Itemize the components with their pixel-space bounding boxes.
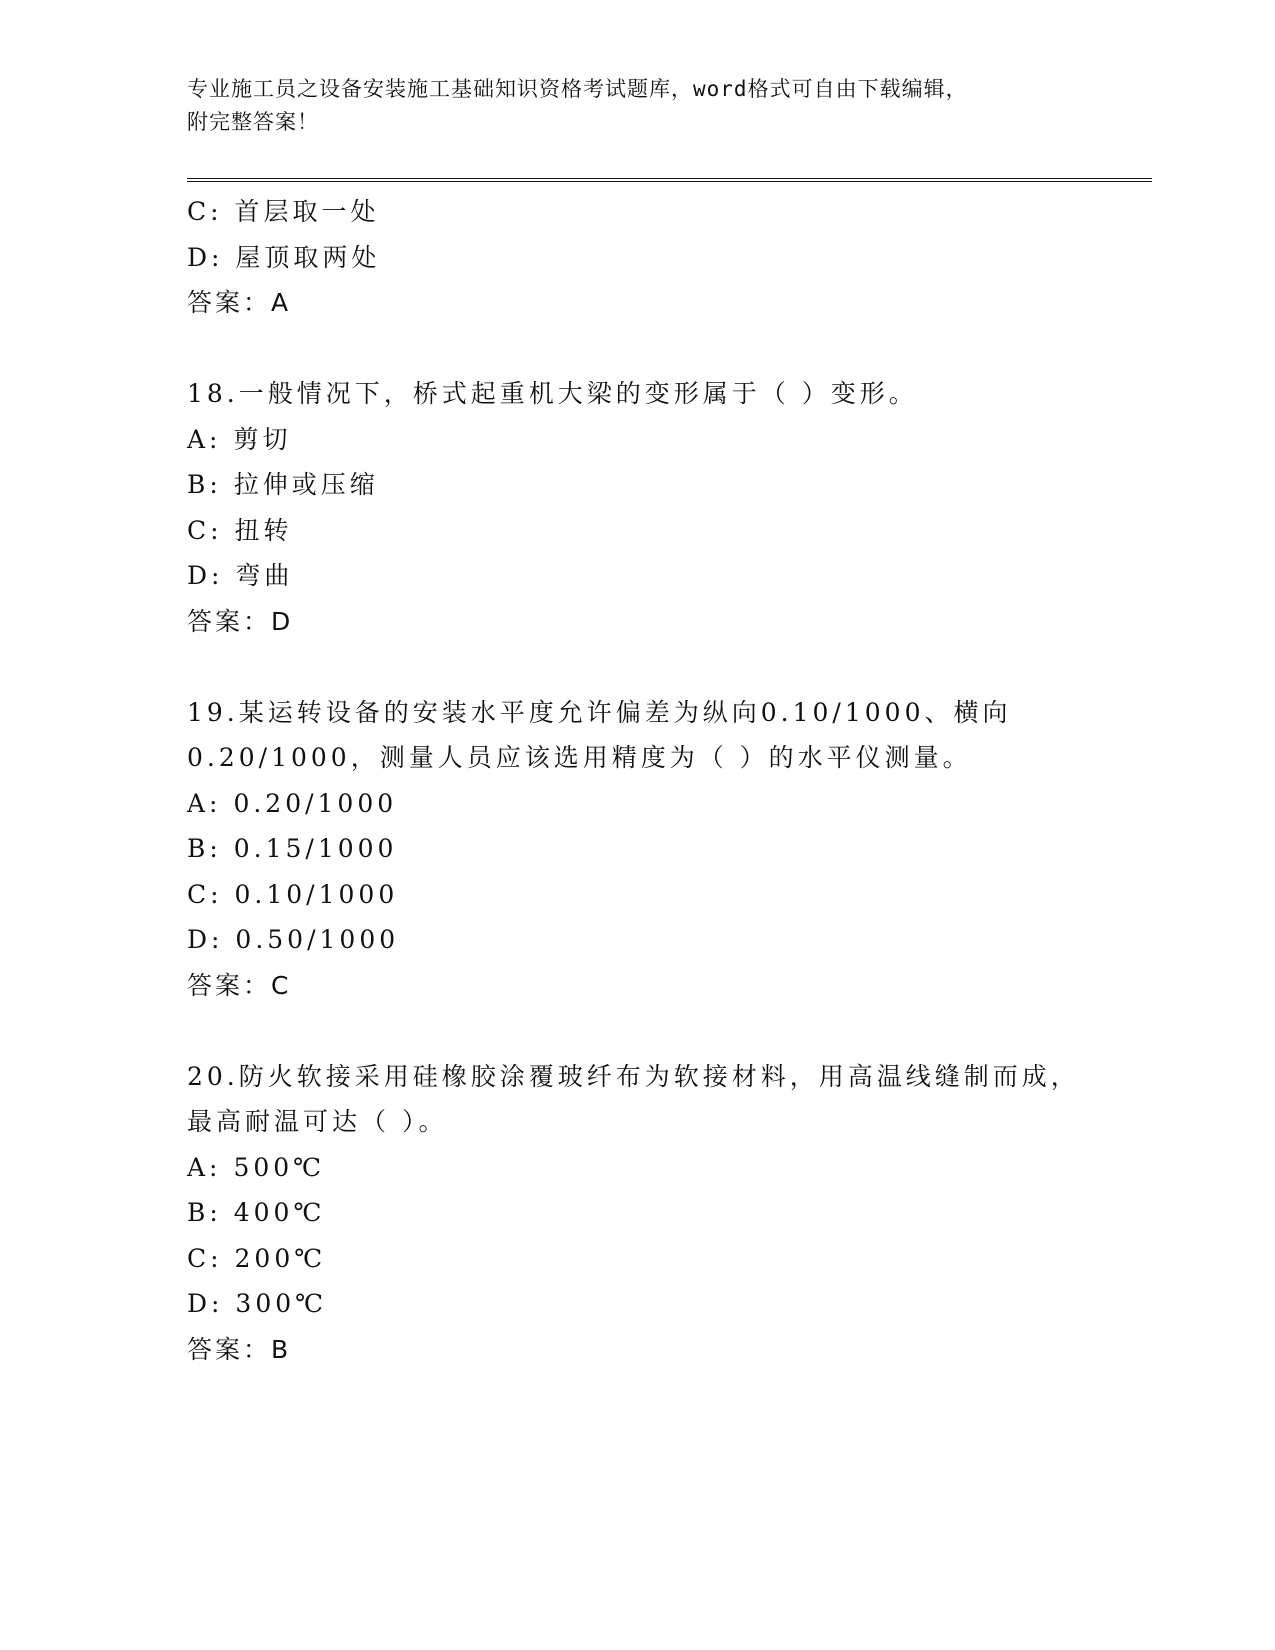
document-header [187, 73, 1087, 139]
option-text: 拉伸或压缩 [233, 470, 379, 499]
spacer [187, 326, 1127, 372]
option-d [187, 235, 1127, 281]
question-17-continued [187, 189, 1127, 326]
question-stem: 18.一般情况下，桥式起重机大梁的变形属于（ ）变形。 [187, 379, 918, 408]
question-stem-line-1: 20.防火软接采用硅橡胶涂覆玻纤布为软接材料，用高温线缝制而成， [187, 1061, 1080, 1091]
option-label: A: [187, 788, 222, 818]
header-title-line-1: 专业施工员之设备安装施工基础知识资格考试题库，word格式可自由下载编辑， [187, 77, 968, 101]
option-label: B: [187, 470, 222, 499]
option-label: C: [187, 1243, 223, 1273]
option-b [187, 1190, 1127, 1236]
option-b [187, 462, 1127, 508]
option-label: A: [187, 424, 222, 454]
option-text: 首层取一处 [234, 197, 380, 226]
question-stem-line-2: 最高耐温可达（ ）。 [187, 1107, 448, 1136]
option-text: 500℃ [233, 1152, 326, 1182]
question-stem-line-2: 0.20/1000，测量人员应该选用精度为（ ）的水平仪测量。 [187, 743, 972, 772]
option-c [187, 189, 1127, 235]
option-label: D: [187, 561, 224, 590]
option-c [187, 1236, 1127, 1282]
answer-line: 答案：C [187, 970, 292, 1000]
answer-line: 答案：D [187, 606, 294, 636]
option-a [187, 781, 1127, 827]
option-text: 剪切 [233, 424, 292, 454]
question-20 [187, 1054, 1127, 1373]
option-label: C: [187, 879, 223, 909]
option-label: D: [187, 925, 224, 954]
option-label: C: [187, 515, 223, 545]
option-text: 0.15/1000 [233, 834, 398, 863]
option-text: 200℃ [234, 1243, 327, 1273]
question-list [187, 189, 1127, 1372]
option-text: 0.50/1000 [235, 925, 400, 954]
option-b [187, 826, 1127, 872]
option-text: 屋顶取两处 [235, 242, 381, 272]
option-label: B: [187, 1198, 222, 1227]
option-c [187, 872, 1127, 918]
question-19 [187, 690, 1127, 1009]
option-d [187, 1281, 1127, 1327]
option-text: 0.10/1000 [234, 879, 399, 909]
option-c [187, 508, 1127, 554]
header-title-line-2: 附完整答案！ [187, 110, 319, 134]
option-d [187, 553, 1127, 599]
option-label: D: [187, 242, 224, 272]
option-text: 弯曲 [235, 561, 294, 590]
option-text: 扭转 [234, 515, 293, 545]
option-text: 0.20/1000 [233, 788, 398, 818]
answer-line: 答案：A [187, 288, 292, 317]
answer-line: 答案：B [187, 1334, 292, 1364]
option-label: A: [187, 1152, 222, 1182]
option-label: B: [187, 834, 222, 863]
question-18 [187, 371, 1127, 644]
option-label: D: [187, 1289, 224, 1318]
spacer [187, 644, 1127, 690]
question-stem-line-1: 19.某运转设备的安装水平度允许偏差为纵向0.10/1000、横向 [187, 697, 1012, 727]
option-text: 300℃ [235, 1289, 328, 1318]
option-a [187, 417, 1127, 463]
option-d [187, 917, 1127, 963]
header-divider [187, 178, 1152, 182]
spacer [187, 1008, 1127, 1054]
option-a [187, 1145, 1127, 1191]
option-label: C: [187, 197, 223, 226]
option-text: 400℃ [233, 1198, 326, 1227]
